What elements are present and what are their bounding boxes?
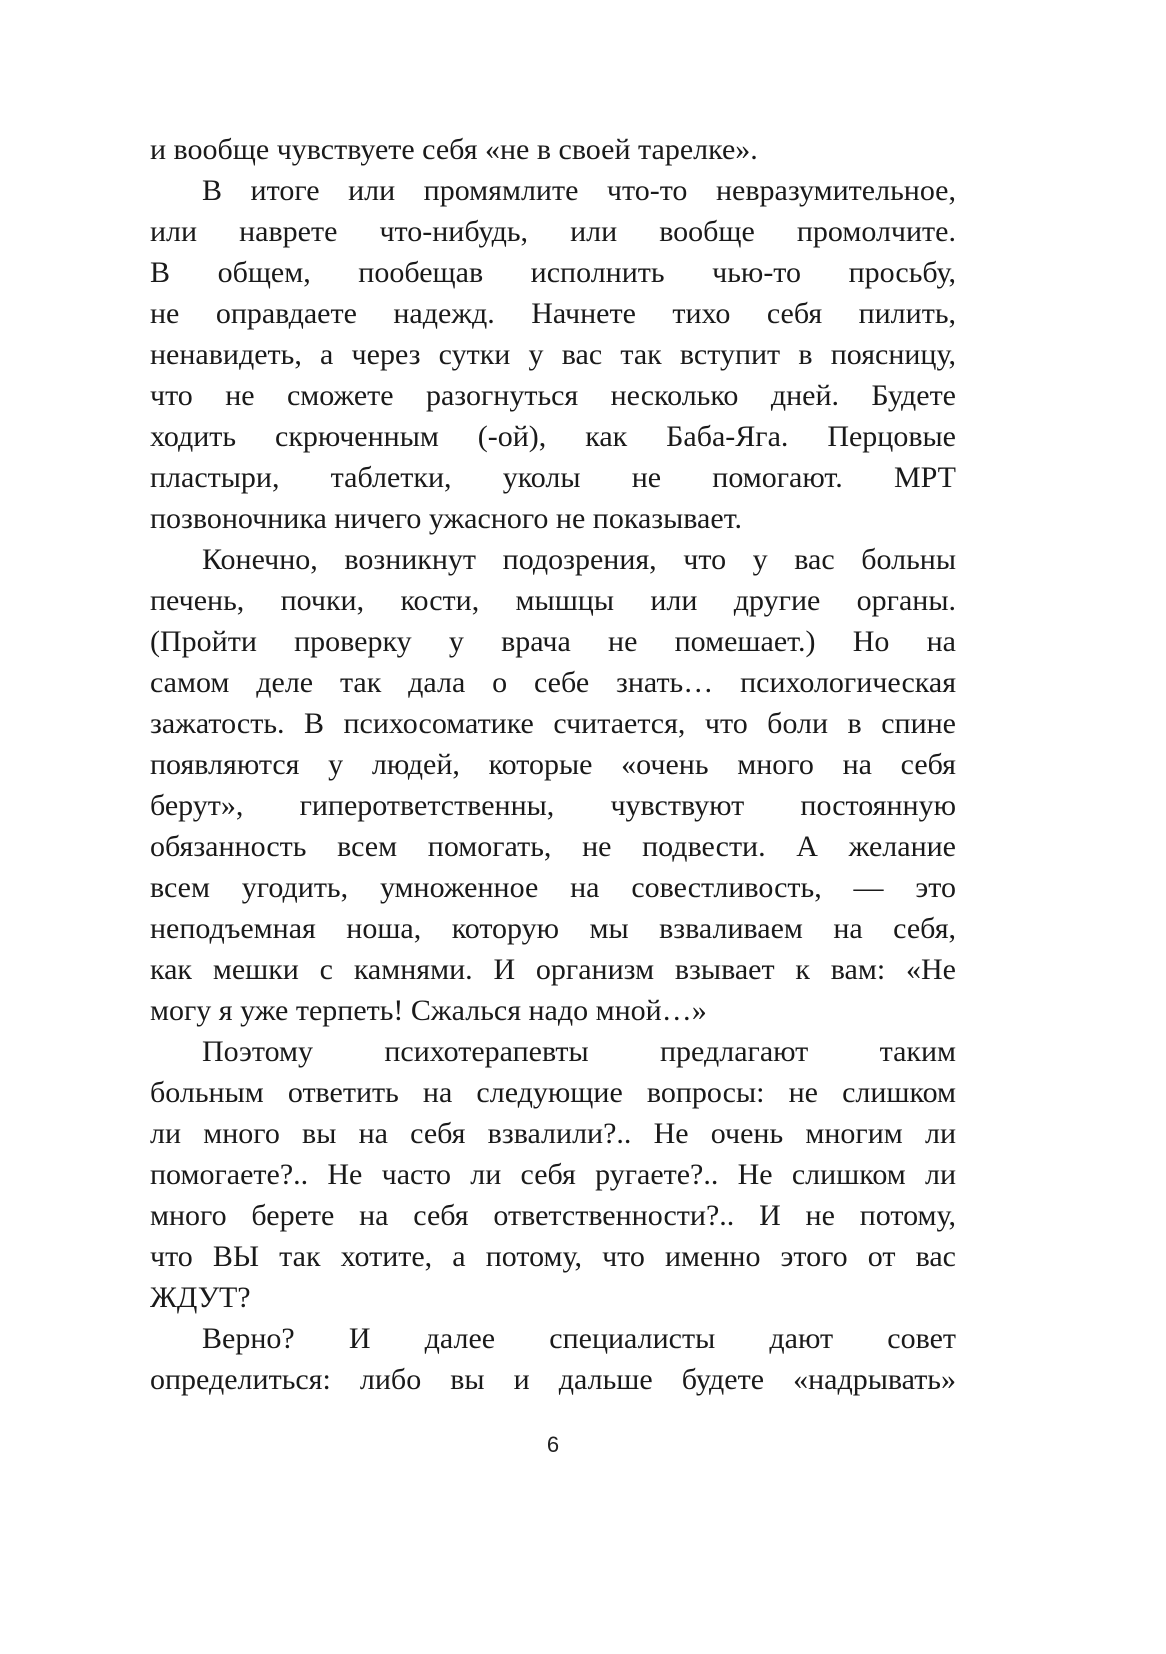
- text-line: или наврете что-нибудь, или вообще промолчите.: [150, 215, 956, 248]
- text-line: могу я уже терпеть! Сжалься надо мной…»: [150, 994, 707, 1027]
- text-line: Поэтому психотерапевты предлагают таким: [202, 1035, 956, 1068]
- text-line: ли много вы на себя взвалили?.. Не очень многим ли: [150, 1117, 956, 1150]
- text-line: и вообще чувствуете себя «не в своей тарелке».: [150, 133, 758, 166]
- paragraph: [150, 129, 956, 170]
- paragraph: [150, 1318, 956, 1400]
- text-line: неподъемная ноша, которую мы взваливаем на себя,: [150, 912, 956, 945]
- text-line: больным ответить на следующие вопросы: не слишком: [150, 1076, 956, 1109]
- text-line: В итоге или промямлите что-то невразумительное,: [202, 174, 956, 207]
- paragraph: [150, 1031, 956, 1318]
- text-line: берут», гиперответственны, чувствуют постоянную: [150, 789, 956, 822]
- text-line: позвоночника ничего ужасного не показывает.: [150, 502, 743, 535]
- text-line: не оправдаете надежд. Начнете тихо себя пилить,: [150, 297, 956, 330]
- text-line: появляются у людей, которые «очень много на себя: [150, 748, 956, 781]
- page-number: 6: [546, 1432, 560, 1457]
- text-line: обязанность всем помогать, не подвести. А желание: [150, 830, 956, 863]
- text-line: (Пройти проверку у врача не помешает.) Но на: [150, 625, 956, 658]
- text-line: ненавидеть, а через сутки у вас так вступит в поясницу,: [150, 338, 956, 371]
- text-line: ходить скрюченным (-ой), как Баба-Яга. Перцовые: [150, 420, 956, 453]
- text-line: как мешки с камнями. И организм взывает к вам: «Не: [150, 953, 956, 986]
- text-line: помогаете?.. Не часто ли себя ругаете?.. Не слишком ли: [150, 1158, 956, 1191]
- paragraph: [150, 539, 956, 1031]
- text-line: самом деле так дала о себе знать… психологическая: [150, 666, 956, 699]
- text-line: много берете на себя ответственности?.. И не потому,: [150, 1199, 956, 1232]
- text-line: ЖДУТ?: [150, 1281, 251, 1314]
- body-text: [150, 129, 956, 1400]
- text-line: зажатость. В психосоматике считается, что боли в спине: [150, 707, 956, 740]
- text-line: пластыри, таблетки, уколы не помогают. МРТ: [150, 461, 956, 494]
- text-line: Конечно, возникнут подозрения, что у вас больны: [202, 543, 956, 576]
- text-line: что ВЫ так хотите, а потому, что именно этого от вас: [150, 1240, 956, 1273]
- text-line: что не сможете разогнуться несколько дней. Будете: [150, 379, 956, 412]
- paragraph: [150, 170, 956, 539]
- text-line: печень, почки, кости, мышцы или другие органы.: [150, 584, 956, 617]
- text-line: В общем, пообещав исполнить чью-то просьбу,: [150, 256, 956, 289]
- text-line: определиться: либо вы и дальше будете «надрывать»: [150, 1363, 956, 1396]
- text-line: всем угодить, умноженное на совестливость, — это: [150, 871, 956, 904]
- text-line: Верно? И далее специалисты дают совет: [202, 1322, 956, 1355]
